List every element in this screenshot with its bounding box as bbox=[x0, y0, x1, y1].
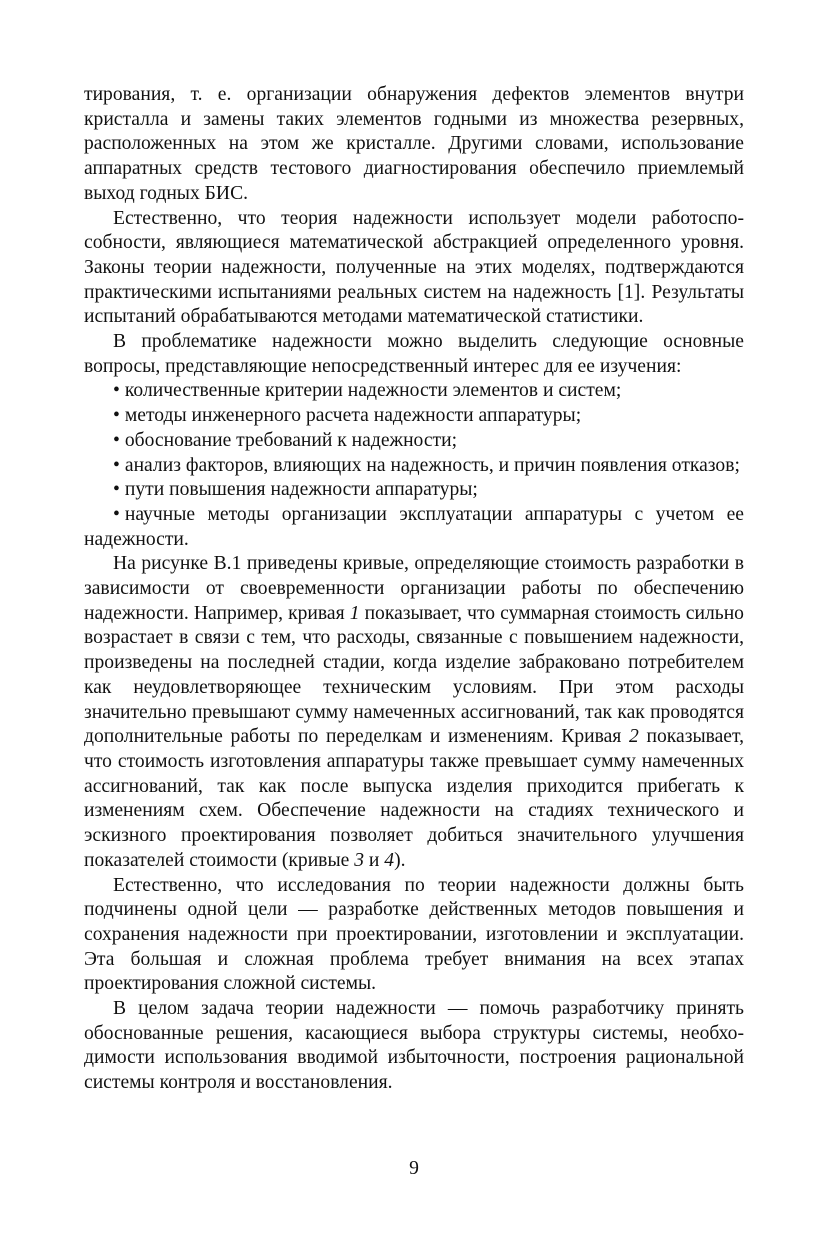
paragraph-4-and: и bbox=[364, 849, 385, 871]
bullet-item-6 bbox=[84, 503, 744, 552]
bullet-text: методы инженерного расчета надежности аппаратуры; bbox=[124, 405, 582, 427]
curve-4-ref: 4 bbox=[384, 849, 395, 871]
paragraph-4 bbox=[84, 552, 744, 873]
bullet-text: пути повышения надежности аппаратуры; bbox=[124, 479, 478, 501]
bullet-item-1 bbox=[84, 379, 744, 404]
bullet-text: научные методы организации эксплуатации аппаратуры с учетом ее надежности. bbox=[84, 503, 744, 550]
bullet-icon: • bbox=[113, 429, 120, 451]
bullet-icon: • bbox=[113, 405, 120, 427]
bullet-item-5 bbox=[84, 478, 744, 503]
paragraph-2: Естественно, что теория надежности использует модели работоспособности, являющиеся математической абстракцией определенного уровня. Законы теории надежности, полученные на этих моделях, подтверждаются практическими испытаниями реальных систем на надежность [1]. Результаты испытаний обрабатываются методами математической статистики. bbox=[84, 207, 744, 328]
paragraph-4-end: ). bbox=[394, 849, 406, 871]
paragraph-1: тирования, т. е. организации обнаружения дефектов элементов внутри кристалла и замены таких элементов годными из множества резервных, расположенных на этом же кристалле. Другими словами, использование аппаратных средств тестового диагностирования обеспечило приемлемый выход годных БИС. bbox=[84, 84, 744, 204]
bullet-icon: • bbox=[113, 454, 120, 476]
paragraph-4-text-b: показывает, что суммарная стоимость сильно возрастает в связи с тем, что расходы, связанные с повышением надежности, произведены на последней стадии, когда изделие забраковано потребителем как неудовлетворяющее техническим условиям. При этом расходы значительно превышают сумму намеченных ассигнований, так как проводятся дополнительные работы по переделкам и изменениям. Кривая bbox=[84, 602, 744, 748]
curve-2-ref: 2 bbox=[629, 726, 639, 748]
paragraph-3: В проблематике надежности можно выделить следующие основные вопросы, представляющие непосредственный интерес для ее изучения: bbox=[84, 331, 744, 377]
paragraph-6: В целом задача теории надежности — помочь разработчику принять обоснованные решения, касающиеся выбора структуры системы, необходимости использования вводимой избыточности, построения рациональной системы контроля и восстановления. bbox=[84, 998, 744, 1094]
bullet-icon: • bbox=[113, 503, 120, 525]
bullet-icon: • bbox=[113, 380, 120, 402]
curve-3-ref: 3 bbox=[354, 849, 364, 871]
bullet-item-2 bbox=[84, 404, 744, 429]
bullet-text: количественные критерии надежности элементов и систем; bbox=[124, 380, 622, 402]
bullet-item-4 bbox=[84, 454, 744, 479]
bullet-icon: • bbox=[113, 479, 120, 501]
page-number: 9 bbox=[409, 1158, 419, 1179]
bullet-item-3 bbox=[84, 429, 744, 454]
page-body bbox=[84, 83, 744, 1096]
paragraph-4-text-c: показывает, что стоимость изготовления аппаратуры также превышает сумму намеченных ассигнований, так как после выпуска изделия приходится прибегать к изменениям схем. Обеспечение надежности на стадиях технического и эскизного проектирования позволяет добиться значительного улучшения показателей стоимости (кривые bbox=[84, 726, 744, 871]
bullet-text: обоснование требований к надежности; bbox=[124, 429, 458, 451]
bullet-text: анализ факторов, влияющих на надежность, и причин появления отказов; bbox=[124, 454, 740, 476]
paragraph-5: Естественно, что исследования по теории надежности должны быть подчинены одной цели — разработке действенных методов повышения и сохранения надежности при проектировании, изготовлении и эксплуатации. Эта большая и сложная проблема требует внимания на всех этапах проектирования сложной системы. bbox=[84, 874, 744, 995]
curve-1-ref: 1 bbox=[349, 602, 360, 624]
paragraph-4-text-a: На рисунке В.1 приведены кривые, определяющие стоимость разработки в зависимости от своевременности организации работы по обеспечению надежности. Например, кривая bbox=[84, 553, 744, 624]
